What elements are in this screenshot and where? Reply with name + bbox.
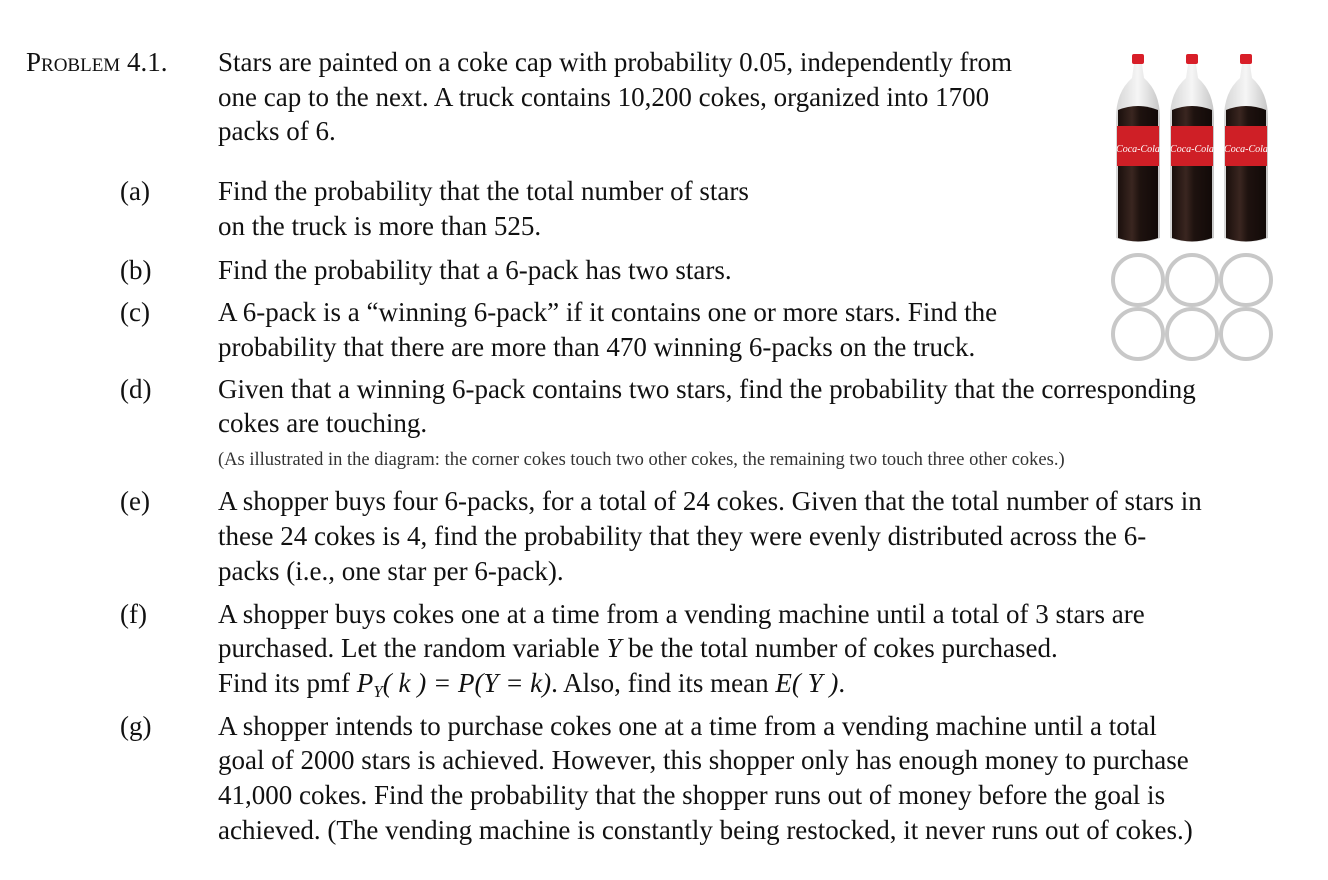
- part-f-line-3-end: .: [838, 668, 846, 698]
- part-f-line-3: [218, 666, 845, 710]
- part-g-label: (g): [120, 711, 152, 741]
- part-a-line-2: on the truck is more than 525.: [218, 211, 542, 241]
- pmf-p2: P: [457, 668, 475, 698]
- cap-circle-5: [1167, 309, 1217, 359]
- problem-intro-line-2: one cap to the next. A truck contains 10,200 cokes, organized into 1700: [218, 82, 990, 112]
- part-f-line-2: [218, 631, 1058, 666]
- mean-expr: E( Y ): [775, 668, 839, 698]
- var-y: Y: [606, 633, 622, 663]
- part-f-line-2-pre: purchased. Let the random variable: [218, 633, 607, 663]
- six-pack-diagram: [1108, 250, 1276, 364]
- part-b-line-1: Find the probability that a 6-pack has two stars.: [218, 255, 732, 285]
- cap-circle-2: [1167, 255, 1217, 305]
- part-d-line-2: cokes are touching.: [218, 408, 428, 438]
- part-g-line-2: goal of 2000 stars is achieved. However, this shopper only has enough money to purchase: [218, 745, 1189, 775]
- pmf-arg: ( k ) =: [382, 668, 458, 698]
- bottle-2-brand: Coca-Cola: [1170, 144, 1214, 155]
- problem-label-text: Problem 4.1.: [26, 47, 168, 77]
- bottle-2: [1170, 54, 1214, 242]
- part-f-line-2-post: be the total number of cokes purchased.: [621, 633, 1058, 663]
- part-f-line-3-mid: . Also, find its mean: [551, 668, 776, 698]
- part-c-line-1: A 6-pack is a “winning 6-pack” if it contains one or more stars. Find the: [218, 297, 998, 327]
- part-e-line-3: packs (i.e., one star per 6-pack).: [218, 556, 564, 586]
- bottle-1-brand: Coca-Cola: [1116, 144, 1160, 155]
- part-g-line-1: A shopper intends to purchase cokes one at a time from a vending machine until a total: [218, 711, 1157, 741]
- pmf-subscript: Y: [373, 682, 383, 701]
- part-b-label: (b): [120, 255, 152, 285]
- bottle-3: [1224, 54, 1268, 242]
- part-c-label: (c): [120, 297, 150, 327]
- pmf-p: P: [356, 668, 374, 698]
- part-d-line-1: Given that a winning 6-pack contains two stars, find the probability that the corresponding: [218, 374, 1196, 404]
- part-e-label: (e): [120, 486, 150, 516]
- part-f-label: (f): [120, 599, 147, 629]
- problem-label: [26, 45, 167, 80]
- part-d-note: (As illustrated in the diagram: the corner cokes touch two other cokes, the remaining two touch three other cokes.): [218, 450, 1065, 470]
- pmf-event: (Y = k): [474, 668, 552, 698]
- part-f-line-1: A shopper buys cokes one at a time from a vending machine until a total of 3 stars are: [218, 599, 1145, 629]
- part-g-line-4: achieved. (The vending machine is constantly being restocked, it never runs out of cokes.): [218, 815, 1193, 845]
- part-e-line-2: these 24 cokes is 4, find the probability that they were evenly distributed across the 6-: [218, 521, 1147, 551]
- cap-circle-6: [1221, 309, 1271, 359]
- cap-circle-4: [1113, 309, 1163, 359]
- problem-intro-line-1: Stars are painted on a coke cap with probability 0.05, independently from: [218, 47, 1013, 77]
- part-c-line-2: probability that there are more than 470 winning 6-packs on the truck.: [218, 332, 976, 362]
- cap-circle-1: [1113, 255, 1163, 305]
- coke-six-pack-image: [1108, 48, 1276, 250]
- bottle-3-brand: Coca-Cola: [1224, 144, 1268, 155]
- bottle-1: [1116, 54, 1160, 242]
- part-a-label: (a): [120, 176, 150, 206]
- part-d-label: (d): [120, 374, 152, 404]
- problem-intro-line-3: packs of 6.: [218, 116, 336, 146]
- part-g-line-3: 41,000 cokes. Find the probability that the shopper runs out of money before the goal is: [218, 780, 1166, 810]
- part-e-line-1: A shopper buys four 6-packs, for a total of 24 cokes. Given that the total number of stars in: [218, 486, 1202, 516]
- part-f-line-3-pre: Find its pmf: [218, 668, 357, 698]
- cap-circle-3: [1221, 255, 1271, 305]
- part-a-line-1: Find the probability that the total number of stars: [218, 176, 749, 206]
